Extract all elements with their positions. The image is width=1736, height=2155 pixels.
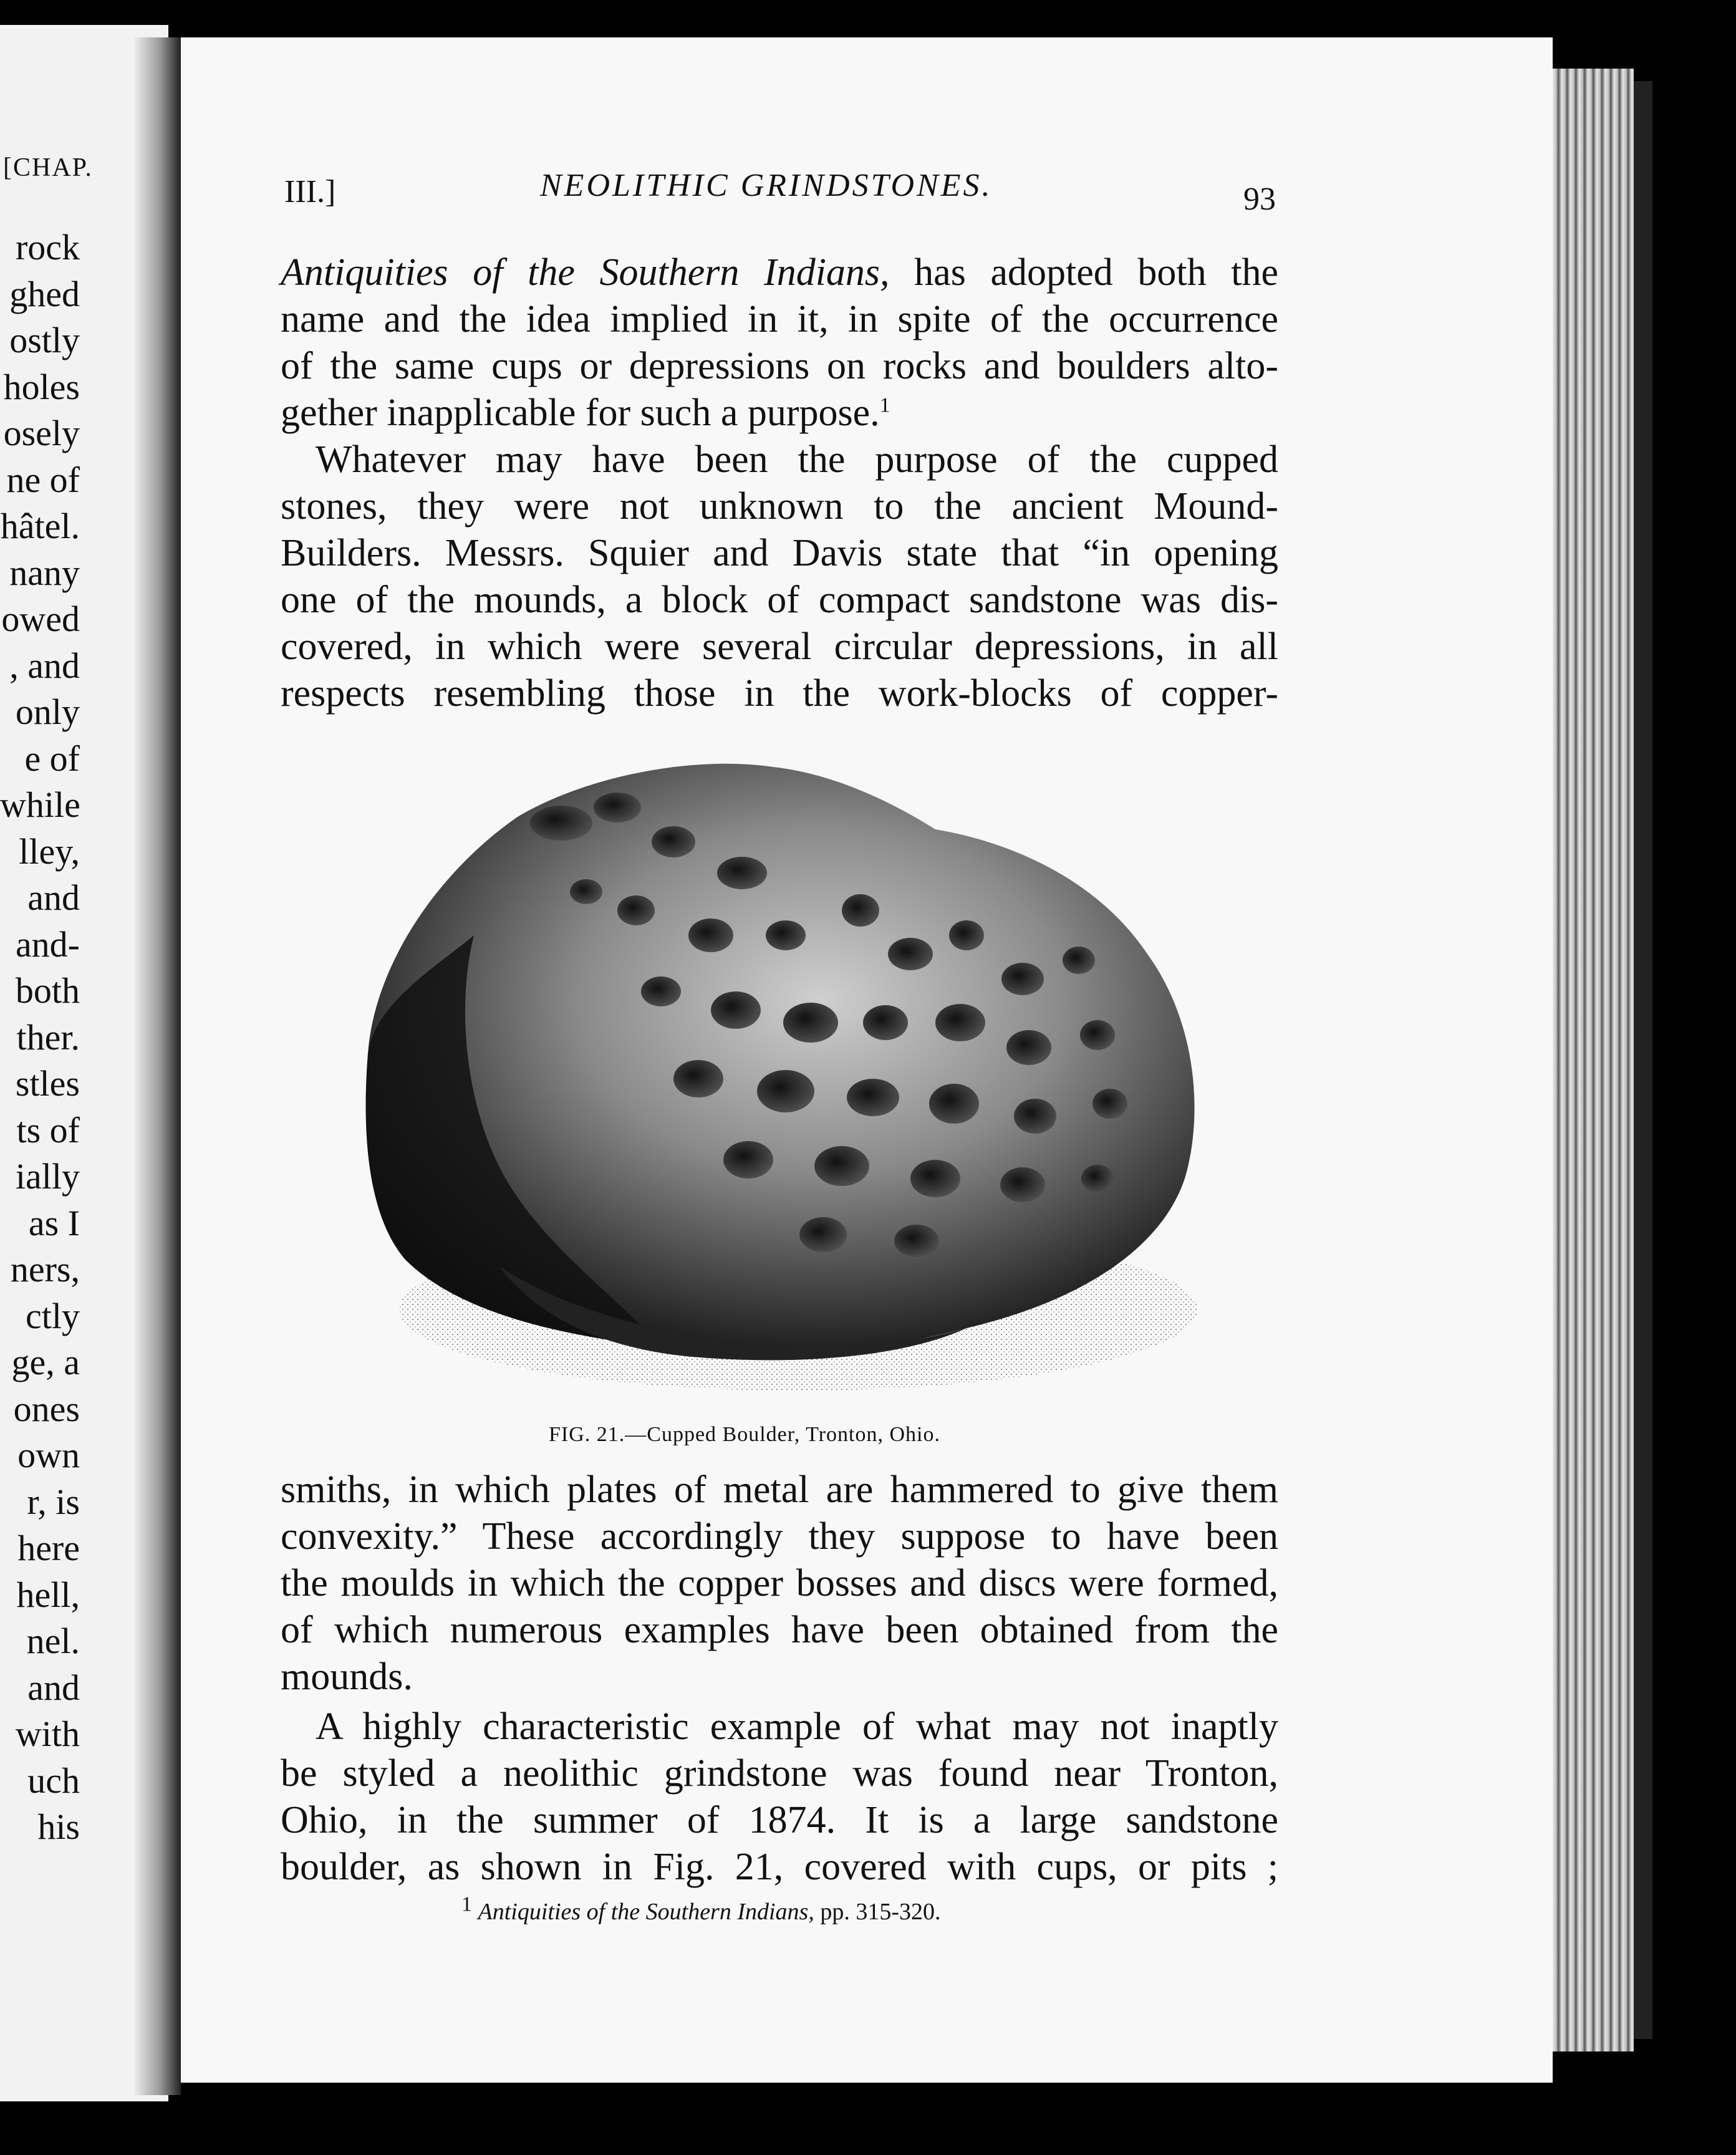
paragraph-3: [281, 1467, 1278, 1700]
page-number: 93: [1243, 181, 1276, 217]
left-text-fragment: stles: [15, 1063, 80, 1104]
text-line: covered, in which were several circular depressions, in all: [281, 625, 1278, 668]
left-text-fragment: and-: [15, 923, 80, 965]
left-text-fragment: his: [37, 1806, 80, 1847]
text-line: A highly characteristic example of what may not inaptly: [316, 1705, 1278, 1748]
footnote-ref: 1: [879, 393, 890, 417]
left-text-fragment: ostly: [9, 320, 80, 360]
left-text-fragment: holes: [3, 366, 80, 407]
text-line: boulder, as shown in Fig. 21, covered with cups, or pits ;: [281, 1846, 1278, 1888]
left-text-fragment: hell,: [16, 1574, 80, 1615]
left-text-fragment: hâtel.: [0, 506, 80, 546]
left-running-head: [CHAP.: [3, 153, 93, 182]
left-text-fragment: rock: [15, 227, 80, 268]
text-line: of the same cups or depressions on rocks and boulders alto-: [281, 345, 1278, 387]
paragraph-2: [281, 436, 1278, 717]
footnote-title: Antiquities of the Southern Indians,: [478, 1899, 814, 1925]
text-span: gether inapplicable for such a purpose.: [281, 392, 880, 434]
text-span: has adopted both the: [889, 251, 1278, 294]
left-text-fragment: ghed: [9, 273, 80, 314]
left-text-fragment: owed: [1, 599, 80, 639]
text-line: stones, they were not unknown to the ancient Mound-: [281, 485, 1278, 528]
left-text-fragment: here: [17, 1528, 80, 1568]
paragraph-1: [281, 249, 1278, 436]
book-gutter: [134, 37, 181, 2095]
text-line: Ohio, in the summer of 1874. It is a large sandstone: [281, 1799, 1278, 1841]
page-title: NEOLITHIC GRINDSTONES.: [540, 168, 993, 203]
left-text-fragment: with: [15, 1714, 80, 1754]
left-text-fragment: lley,: [19, 831, 80, 872]
running-head: [284, 167, 1276, 217]
left-text-fragment: own: [17, 1435, 80, 1475]
text-line: one of the mounds, a block of compact sandstone was dis-: [281, 579, 1278, 621]
left-text-fragment: while: [0, 784, 80, 825]
left-text-fragment: both: [15, 970, 80, 1011]
left-text-fragment: ne of: [6, 459, 80, 500]
text-line: mounds.: [281, 1656, 413, 1698]
left-text-fragment: ners,: [10, 1249, 80, 1290]
left-text-fragment: ts of: [16, 1109, 80, 1150]
text-line: Builders. Messrs. Squier and Davis state that “in opening: [281, 532, 1278, 574]
text-line: Whatever may have been the purpose of the cupped: [316, 438, 1278, 481]
chapter-number: III.]: [284, 174, 336, 210]
footnote-pages: pp. 315-320.: [814, 1899, 941, 1925]
cupped-boulder-figure: [312, 730, 1235, 1409]
text-line: respects resembling those in the work-blocks of copper-: [281, 672, 1278, 715]
footnote-mark: 1: [461, 1892, 472, 1916]
text-line: of which numerous examples have been obtained from the: [281, 1609, 1278, 1651]
left-text-fragment: ctly: [26, 1295, 80, 1336]
left-text-fragment: , and: [9, 645, 80, 686]
text-line: be styled a neolithic grindstone was found near Tronton,: [281, 1752, 1278, 1795]
left-text-fragment: ones: [13, 1388, 80, 1429]
cited-title: Antiquities of the Southern Indians,: [281, 251, 890, 294]
left-page-text: [0, 224, 80, 1851]
page-edges: [1553, 69, 1634, 2051]
left-text-fragment: r, is: [27, 1481, 80, 1522]
left-text-fragment: ther.: [16, 1016, 80, 1058]
text-line: smiths, in which plates of metal are hammered to give them: [281, 1468, 1278, 1511]
left-text-fragment: e of: [24, 738, 80, 779]
left-text-fragment: nany: [9, 552, 80, 593]
left-text-fragment: ially: [15, 1156, 80, 1197]
paragraph-4: [281, 1704, 1278, 1891]
left-text-fragment: only: [15, 692, 80, 732]
text-line: convexity.” These accordingly they suppose to have been: [281, 1515, 1278, 1558]
left-text-fragment: nel.: [26, 1621, 80, 1661]
left-text-fragment: ge, a: [11, 1342, 80, 1382]
left-text-fragment: and: [27, 877, 80, 918]
left-text-fragment: osely: [3, 413, 80, 453]
footnote: [461, 1892, 1147, 1926]
text-line: name and the idea implied in it, in spite of the occurrence: [281, 298, 1278, 340]
book-cover-edge: [1634, 81, 1652, 2039]
left-text-fragment: and: [27, 1667, 80, 1708]
left-text-fragment: uch: [27, 1760, 80, 1801]
text-line: the moulds in which the copper bosses and discs were formed,: [281, 1562, 1278, 1604]
left-text-fragment: as I: [28, 1202, 80, 1243]
figure-caption: FIG. 21.—Cupped Boulder, Tronton, Ohio.: [549, 1423, 940, 1446]
